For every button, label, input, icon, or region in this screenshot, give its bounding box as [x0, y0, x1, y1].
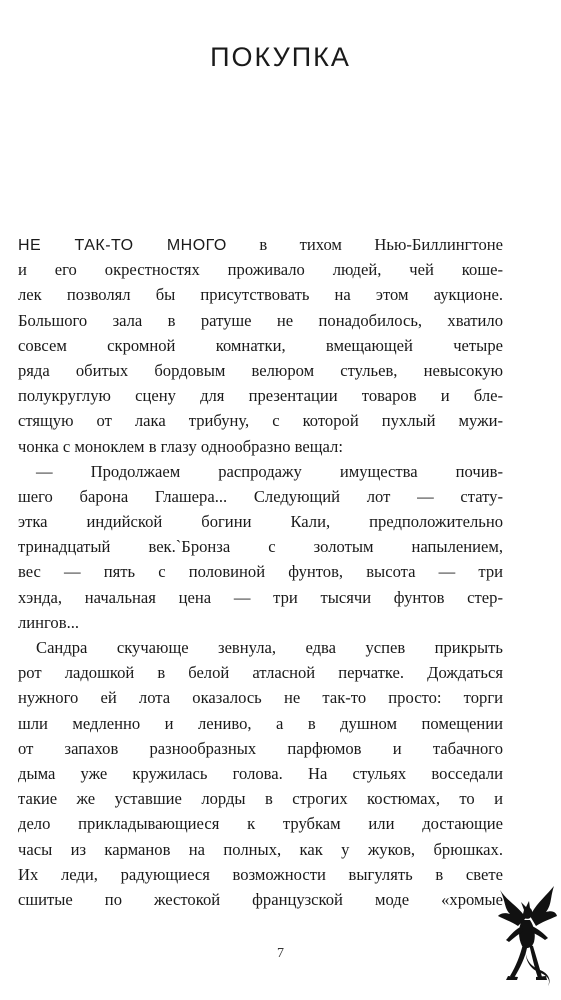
- text-line: и его окрестностях проживало людей, чей коше-: [18, 260, 503, 280]
- text-line: Сандра скучающе зевнула, едва успев прикрыть: [36, 638, 503, 657]
- text-line: такие же уставшие лорды в строгих костюмах, то и: [18, 789, 503, 809]
- text-line: Их леди, радующиеся возможности выгулять в свете: [18, 864, 503, 884]
- text-line: вес — пять с половиной фунтов, высота — три: [18, 562, 503, 582]
- text-line: — Продолжаем распродажу имущества почив-: [36, 461, 503, 481]
- text-line: от запахов разнообразных парфюмов и табачного: [18, 738, 503, 758]
- text-line: рот ладошкой в белой атласной перчатке. Дождаться: [18, 663, 503, 683]
- text-line: лек позволял бы присутствовать на этом аукционе.: [18, 285, 503, 305]
- text-line: полукруглую сцену для презентации товаров и бле-: [18, 386, 503, 406]
- text-line: совсем скромной комнатки, вмещающей четыре: [18, 335, 503, 355]
- text-line: лингов...: [18, 612, 80, 632]
- text-line: ряда обитых бордовым велюром стульев, невысокую: [18, 360, 503, 380]
- text-line: Большого зала в ратуше не понадобилось, хватило: [18, 310, 503, 330]
- text-line: тринадцатый век.`Бронза с золотым напылением,: [18, 537, 503, 557]
- text-line: часы из карманов на полных, как у жуков, брюшках.: [18, 839, 503, 859]
- text-line: хэнда, начальная цена — три тысячи фунтов стер-: [18, 587, 503, 607]
- text-line: дыма уже кружилась голова. На стульях восседали: [18, 763, 503, 783]
- chapter-title: ПОКУПКА: [210, 42, 351, 72]
- text-line: шли медленно и лениво, а в душном помещении: [18, 713, 503, 733]
- lead-in-caps: НЕ ТАК-ТО МНОГО: [18, 237, 227, 254]
- page-number: 7: [277, 946, 284, 961]
- text-line: этка индийской богини Кали, предположительно: [18, 512, 503, 532]
- winged-demon-silhouette-icon: [496, 880, 558, 990]
- chapter-body: [18, 232, 503, 912]
- text-line: стящую от лака трибуну, с которой пухлый мужи-: [18, 411, 503, 431]
- text-line: чонка с моноклем в глазу однообразно вещал:: [18, 436, 343, 456]
- text-line: дело прикладывающиеся к трубкам или достающие: [18, 814, 503, 834]
- text-line: НЕ ТАК-ТО МНОГО в тихом Нью-Биллингтоне: [18, 235, 503, 254]
- text-line: сшитые по жестокой французской моде «хромые: [18, 889, 503, 909]
- text-line: нужного ей лота оказалось не так-то просто: торги: [18, 688, 503, 708]
- text-line: шего барона Глашера... Следующий лот — стату-: [18, 486, 503, 506]
